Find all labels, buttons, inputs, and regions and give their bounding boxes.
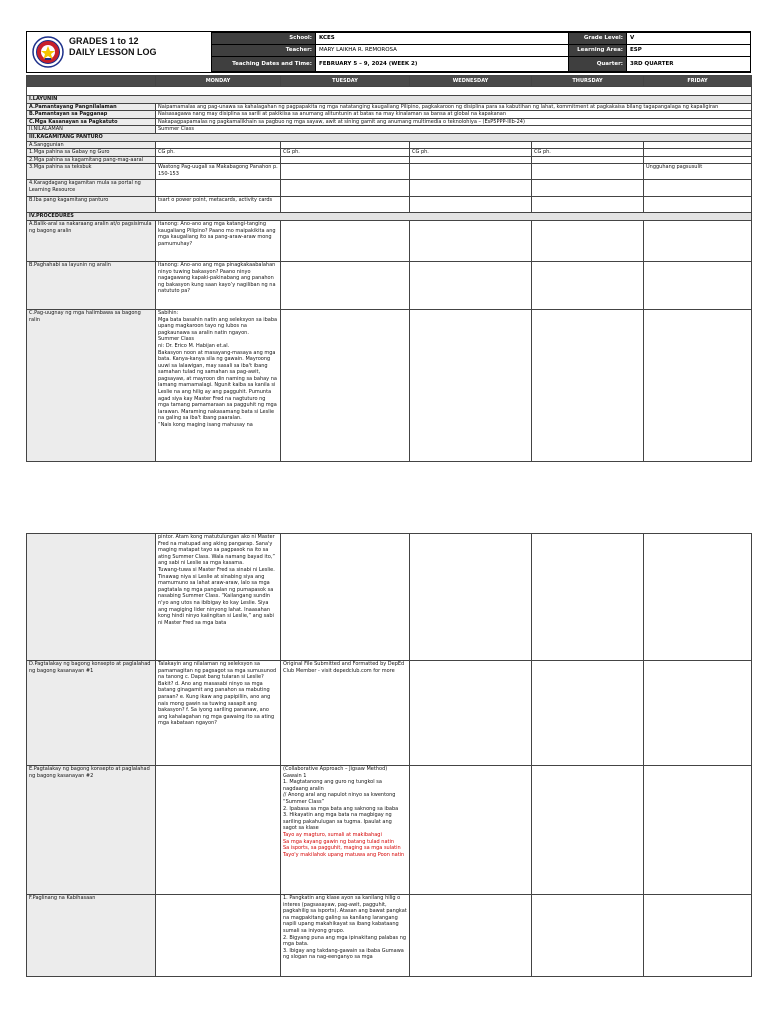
row-kasanayan-sa-pagkatuto: C.Mga Kasanayan sa Pagkatuto Nakapagpapamalas ng pagkamalikhain sa pagbuo ng mga sayaw, awit at sining gamit ang anumang multimedia o teknolohiya – (EsP5PPP-IIIb-24): [27, 118, 752, 126]
quarter-label: Quarter:: [569, 56, 627, 71]
day-tuesday: TUESDAY: [281, 76, 410, 87]
row-pamantayan-sa-pagganap: B.Pamantayan sa Pagganap Naisasagawa nang may disiplina sa sarili at pakikiisa sa anumang alituntunin at batas na may kinalaman sa bansa at global na kapakanan: [27, 111, 752, 119]
school-label: School:: [212, 33, 316, 45]
pagtalakay-2-content: (Collaborative Approach – Jigsaw Method) Gawain 1 1. Magtatanong ang guro ng tungkol sa nagdaang aralin // Anong aral ang napulot ninyo sa kwentong “Summer Class” 2. Ipabasa sa mga bata ang saknong sa ibaba 3. Hikayatin ang mga bata na magbigay ng sariling pakahulugan sa tugma. Ipaulat ang sagot sa klase Tayo ay magturo, sumali at makibahagi Sa mga kayang gawin ng batang tulad natin Sa isports, sa pagguhit, maging sa mga sulatin Tayo'y makilahok upang matuwa ang Poon natin: [281, 766, 410, 895]
section-layunin: I.LAYUNIN: [27, 96, 752, 104]
row-paglinang: F.Paglinang na Kabihasaan 1. Pangkatin ang klase ayon sa kanilang hilig o interes (pagsasayaw, pag-awit, pagguhit, pagkahilig sa isports). Atasan ang bawat pangkat na magpakitang galing sa kanilang larangang napili upang makahikayat sa ibang kabataang sumali sa iniyong grupo. 2. Bigyang puna ang mga ipinakitang palabas ng mga bata. 3. Ibigay ang takdang-gawain sa ibaba Gumawa ng slogan na nag-eenganyo sa mga: [27, 895, 752, 977]
row-pagtalakay-1: D.Pagtalakay ng bagong konsepto at paglalahad ng bagong kasanayan #1 Talakayin ang nilalaman ng seleksyon sa pamamagitan ng pagsagot sa mga sumusunod na tanong c. Dapat bang tularan si Leslie? Bakit? d. Ano ang masasabi ninyo sa mga batang ginagamit ang panahon sa mabuting paraan? e. Kung ikaw ang papipiliin, ano ang nais mong gawin sa tuwing sasapit ang bakasyon? f. Sa iyong sariling pananaw, ano ang kahalagahan ng mga gawaing ito sa ating mga kabataan ngayon? Original File Submitted and Formatted by DepEd Club Member - visit depedclub.com for more: [27, 661, 752, 766]
pag-uugnay-continued-content: pintor. Atam kong matutulungan ako ni Master Fred na matupad ang aking pangarap. Sana'y maging matapat tayo sa pagpasok na ito sa ating Summer Class. Wala namang bayad ito,” ang sabi ni Leslie sa mga kasama. Tuwang-tuwa si Master Fred sa sinabi ni Leslie. Tinawag niya si Leslie at sinabing siya ang mamumuno sa lahat araw-araw, lalo sa mga pagtatala ng mga pangalan ng pumapasok sa nasabing Summer Class. “Kailangang sundin n'yo ang utos na ibibigay ko kay Leslie. Siya ang magiging lider ninyong lahat. Inaasahan kong hindi ninyo kaiingitan si Leslie,” ang sabi ni Master Fred sa mga bata: [156, 534, 281, 661]
row-paghahabi: B.Paghahabi sa layunin ng aralin Itanong: Ano-ano ang mga pinagkakaabalahan ninyo tuwing bakasyon? Paano ninyo nagagawang kapaki-pakinabang ang panahon ng bakasyon kung saan kayo’y nagiliban ng na natututo pa?: [27, 261, 752, 309]
row-iba-pang-kagamitan: B.Iba pang kagamitang panturo tsart o power point, metacards, activity cards: [27, 197, 752, 213]
teacher-value: MARY LAIKHA R. REMOROSA: [316, 44, 569, 56]
learning-area-label: Learning Area:: [569, 44, 627, 56]
row-nilalaman: II.NILALAMAN Summer Class: [27, 126, 752, 134]
deped-seal-icon: [32, 36, 64, 68]
row-kagamitang-mag-aaral: 2.Mga pahina sa kagamitang pang-mag-aaral: [27, 156, 752, 164]
day-thursday: THURSDAY: [532, 76, 644, 87]
grade-level-label: Grade Level:: [569, 33, 627, 45]
teaching-dates-label: Teaching Dates and Time:: [212, 56, 316, 71]
header-info-grid: [211, 32, 751, 72]
row-pag-uugnay-continued: [27, 534, 752, 661]
day-wednesday: WEDNESDAY: [410, 76, 532, 87]
teaching-dates-value: FEBRUARY 5 – 9, 2024 (WEEK 2): [316, 56, 569, 71]
row-teksbuk: 3.Mga pahina sa teksbuk Wastong Pag-uugali sa Makabagong Panahon p. 150-153 Ungguhang pagsusulit: [27, 164, 752, 180]
section-kagamitang-panturo: III.KAGAMITANG PANTURO: [27, 133, 752, 141]
row-karagdagang-kagamitan: 4.Karagdagang kagamitan mula sa portal ng Learning Resource: [27, 180, 752, 197]
section-procedures: IV.PROCEDURES: [27, 213, 752, 221]
paglinang-content: 1. Pangkatin ang klase ayon sa kanilang hilig o interes (pagsasayaw, pag-awit, pagguhit, pagkahilig sa isports). Atasan ang bawat pangkat na magpakitang galing sa kanilang larangang napili upang makahikayat sa ibang kabataang sumali sa iniyong grupo. 2. Bigyang puna ang mga ipinakitang palabas ng mga bata. 3. Ibigay ang takdang-gawain sa ibaba Gumawa ng slogan na nag-eenganyo sa mga: [281, 895, 410, 977]
row-pamantayang-pangnilalaman: A.Pamantayang Pangnilalaman Naipamamalas ang pag-unawa sa kahalagahan ng pagpapakita ng mga natatanging kaugaliang Pilipino, pagkakaroon ng disiplina para sa kabutihan ng lahat, kommitment at pagkakaisa bilang tagapangalaga ng kapaligiran: [27, 103, 752, 111]
row-sanggunian: A.Sanggunian: [27, 141, 752, 149]
row-balik-aral: A.Balik-aral sa nakaraang aralin at/o pagsisimula ng bagong aralin Itanong: Ano-ano ang mga katangi-tanging kaugaliang Pilipino? Paano mo maipakikita ang mga kaugaliang ito sa pang-araw-araw mong pamumuhay?: [27, 220, 752, 261]
teacher-label: Teacher:: [212, 44, 316, 56]
school-value: KCES: [316, 33, 569, 45]
grade-level-value: V: [627, 33, 751, 45]
day-monday: MONDAY: [156, 76, 281, 87]
quarter-value: 3RD QUARTER: [627, 56, 751, 71]
learning-area-value: ESP: [627, 44, 751, 56]
row-pag-uugnay: C.Pag-uugnay ng mga halimbawa sa bagong ralin Sabihin: Mga bata basahin natin ang seleksyon sa ibaba upang magkaroon tayo ng lubos na pagkaunawa sa aralin natin ngayon. Summer Class ni: Dr. Erico M. Habijan et.al. Bakasyon noon at masayang-masaya ang mga bata. Kanya-kanya sila ng gawain. Mayroong uuwi sa lalawigan, may sasali sa iba't ibang samahan tulad ng samahan sa pag-awit, pagsayaw, at mayroon din naming sa bahay na lamang mamamalagi. Ngunit kaiba sa kanila si Leslie na ang hilig ay ang pagguhit. Pumunta agad siya kay Master Fred na nagtuturo ng mga tamang pamamaraan sa pagguhit ng mga larawan. Maraming nakasamang bata si Leslie na galing sa iba't ibang paaralan. “Nais kong maging isang mahusay na: [27, 309, 752, 461]
form-title-line2: DAILY LESSON LOG: [69, 47, 157, 57]
row-gabay-ng-guro: 1.Mga pahina sa Gabay ng Guro CG ph. CG ph. CG ph. CG ph.: [27, 149, 752, 157]
header-block: [26, 31, 751, 73]
lesson-log-table-page2: [26, 533, 752, 977]
lesson-log-table-page1: [26, 75, 752, 462]
form-title-line1: GRADES 1 to 12: [69, 36, 139, 46]
day-header-row: [27, 76, 752, 87]
day-friday: FRIDAY: [644, 76, 752, 87]
pag-uugnay-content: Sabihin: Mga bata basahin natin ang seleksyon sa ibaba upang magkaroon tayo ng lubos na pagkaunawa sa aralin natin ngayon. Summer Class ni: Dr. Erico M. Habijan et.al. Bakasyon noon at masayang-masaya ang mga bata. Kanya-kanya sila ng gawain. Mayroong uuwi sa lalawigan, may sasali sa iba't ibang samahan tulad ng samahan sa pag-awit, pagsayaw, at mayroon din naming sa bahay na lamang mamamalagi. Ngunit kaiba sa kanila si Leslie na ang hilig ay ang pagguhit. Pumunta agad siya kay Master Fred na nagtuturo ng mga tamang pamamaraan sa pagguhit ng mga larawan. Maraming nakasamang bata si Leslie na galing sa iba't ibang paaralan. “Nais kong maging isang mahusay na: [156, 309, 281, 461]
row-pagtalakay-2: E.Pagtalakay ng bagong konsepto at paglalahad ng bagong kasanayan #2 (Collaborative Approach – Jigsaw Method) Gawain 1 1. Magtatanong ang guro ng tungkol sa nagdaang aralin // Anong aral ang napulot ninyo sa kwentong “Summer Class” 2. Ipabasa sa mga bata ang saknong sa ibaba 3. Hikayatin ang mga bata na magbigay ng sariling pakahulugan sa tugma. Ipaulat ang sagot sa klase Tayo ay magturo, sumali at makibahagi Sa mga kayang gawin ng batang tulad natin Sa isports, sa pagguhit, maging sa mga sulatin Tayo'y makilahok upang matuwa ang Poon natin: [27, 766, 752, 895]
